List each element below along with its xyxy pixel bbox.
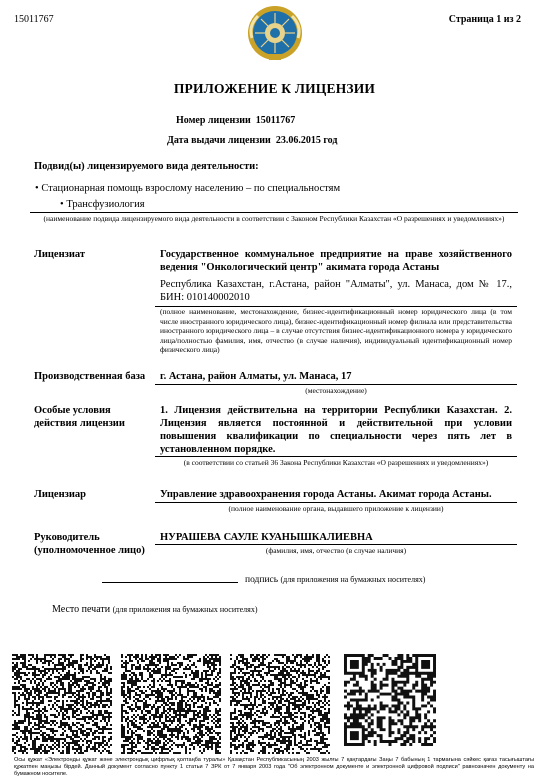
license-number-value: 15011767	[255, 115, 296, 126]
licensor-value: Управление здравоохранения города Астаны. Акимат города Астаны.	[160, 489, 492, 500]
conditions-note: (в соответствии со статьей 36 Закона Республики Казахстан «О разрешениях и уведомлениях»)	[183, 458, 489, 467]
licensee-note: (полное наименование, местонахождение, бизнес-идентификационный номер юридического лица (в том числе иностранного юридического лица), бизнес-идентификационный номер филиала или представительства иностранного юридического лица – в случае отсутствия бизнес-идентификационного номера у юридического лица/полностью фамилия, имя, отчество (в случае наличия), индивидуальный идентификационный номер физического лица)	[160, 307, 512, 354]
document-number: 15011767	[14, 14, 54, 25]
subtype-item-1: • Стационарная помощь взрослому населению – по специальностям	[35, 183, 341, 194]
head-value: НУРАШЕВА САУЛЕ КУАНЫШКАЛИЕВНА	[160, 532, 373, 543]
divider	[155, 456, 517, 457]
signature-line	[102, 582, 238, 583]
divider	[155, 502, 517, 503]
divider	[155, 544, 517, 545]
seal-note: (для приложения на бумажных носителях)	[112, 605, 258, 614]
divider	[30, 212, 518, 213]
conditions-label-line1: Особые условия	[34, 405, 111, 416]
footer-legal-text: Осы құжат «Электронды құжат және электрондық цифрлық қолтаңба туралы» Қазақстан Республикасының 2003 жылғы 7 қаңтардағы Заңы 7 бабының 1 тармағына сәйкес қағаз тасығыштағы құжатпен маңызы бірдей. Данный документ согласно пункту 1 статьи 7 ЗРК от 7 января 2003 года "Об электронном документе и электронной цифровой подписи" равнозначен документу на бумажном носителе.	[14, 757, 534, 777]
production-base-label: Производственная база	[34, 371, 146, 382]
seal-label: Место печати	[52, 604, 111, 615]
production-base-note: (местонахождение)	[305, 386, 367, 395]
issue-date-label: Дата выдачи лицензии	[167, 135, 271, 146]
subtype-heading: Подвид(ы) лицензируемого вида деятельности:	[34, 161, 259, 172]
licensee-name: Государственное коммунальное предприятие на праве хозяйственного ведения "Онкологический центр" акимата города Астаны	[160, 249, 512, 273]
signature-note: (для приложения на бумажных носителях)	[280, 575, 426, 584]
head-label-line2: (уполномоченное лицо)	[34, 545, 145, 556]
licensor-note: (полное наименование органа, выдавшего приложение к лицензии)	[228, 504, 444, 513]
signature-row	[245, 575, 425, 585]
license-number-row	[176, 115, 295, 126]
subtype-item-2: • Трансфузиология	[60, 199, 145, 210]
divider	[155, 384, 517, 385]
issue-date-value: 23.06.2015 год	[275, 135, 338, 146]
license-number-label: Номер лицензии	[176, 115, 251, 126]
conditions-label-line2: действия лицензии	[34, 418, 125, 429]
issue-date-row	[167, 135, 337, 146]
qr-code-icon	[344, 654, 436, 746]
barcode-1	[12, 654, 112, 754]
seal-row	[52, 604, 258, 615]
conditions-value: 1. Лицензия действительна на территории Республики Казахстан. 2. Лицензия является постоянной и действительной при условии повышения квалификации по специальности через пять лет в установленном порядке.	[160, 405, 512, 455]
barcode-2	[121, 654, 221, 754]
licensee-label: Лицензиат	[34, 249, 86, 260]
barcode-3	[230, 654, 330, 754]
head-note: (фамилия, имя, отчество (в случае наличия)	[265, 546, 407, 555]
head-label-line1: Руководитель	[34, 532, 100, 543]
licensor-label: Лицензиар	[34, 489, 86, 500]
subtype-note: (наименование подвида лицензируемого вида деятельности в соответствии с Законом Республики Казахстан «О разрешениях и уведомлениях»)	[43, 214, 505, 223]
page-indicator: Страница 1 из 2	[448, 14, 521, 25]
state-emblem-icon	[246, 4, 304, 62]
page-title: ПРИЛОЖЕНИЕ К ЛИЦЕНЗИИ	[173, 81, 376, 96]
signature-label: подпись	[245, 575, 279, 585]
production-base-value: г. Астана, район Алматы, ул. Манаса, 17	[160, 371, 352, 382]
licensee-address: Республика Казахстан, г.Астана, район "Алматы", ул. Манаса, дом № 17., БИН: 010140002010	[160, 279, 512, 303]
